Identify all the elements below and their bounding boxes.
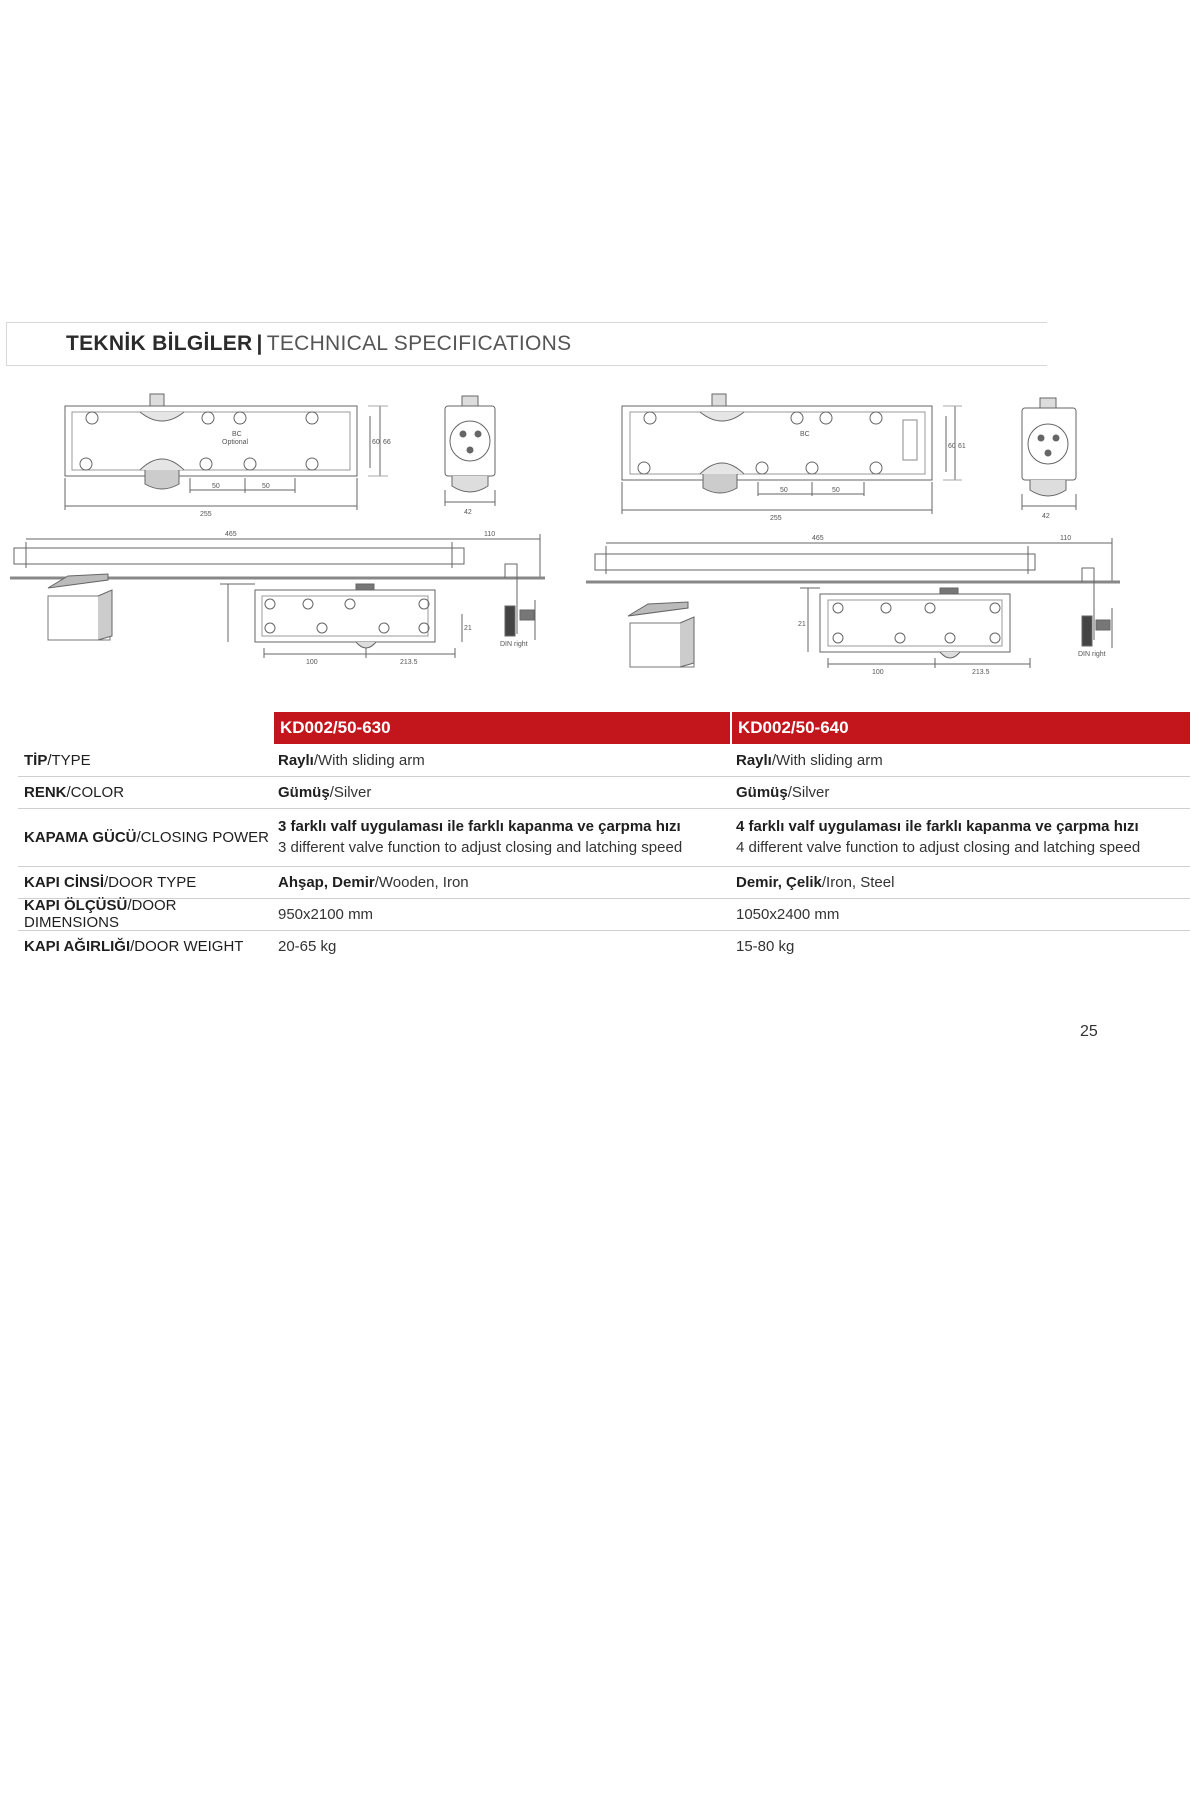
model-header-630: KD002/50-630 xyxy=(274,712,730,744)
left-dim-depth: 42 xyxy=(464,509,472,516)
door-type-value-640: Demir, Çelik/Iron, Steel xyxy=(736,873,895,891)
left-label-din: DIN right xyxy=(500,641,528,648)
row-label-door-dimensions: KAPI ÖLÇÜSÜ/DOOR DIMENSIONS xyxy=(24,897,177,931)
right-closer-side-view xyxy=(1022,398,1076,510)
right-closer-top-view xyxy=(622,394,962,514)
table-row xyxy=(18,898,1190,931)
row-label-closing-power: KAPAMA GÜCÜ/CLOSING POWER xyxy=(24,828,270,846)
door-dimensions-value-630: 950x2100 mm xyxy=(278,905,374,923)
left-dim-low-h: 21 xyxy=(464,625,472,632)
right-dim-rail: 465 xyxy=(812,535,824,542)
title-separator: | xyxy=(256,332,263,355)
section-title xyxy=(66,332,571,356)
table-row xyxy=(18,808,1190,867)
row-label-type: TİP/TYPE xyxy=(24,751,91,769)
left-dim-low-b: 213.5 xyxy=(400,659,418,666)
color-value-630: Gümüş/Silver xyxy=(278,783,372,801)
table-row xyxy=(18,930,1190,962)
left-dim-rail: 465 xyxy=(225,531,237,538)
left-dim-side: 60 xyxy=(372,439,380,446)
door-weight-value-640: 15-80 kg xyxy=(736,937,795,955)
door-weight-value-630: 20-65 kg xyxy=(278,937,337,955)
right-dim-depth: 42 xyxy=(1042,513,1050,520)
table-row xyxy=(18,744,1190,777)
left-label-bc: BC xyxy=(232,431,242,438)
left-dim-rail-ext: 110 xyxy=(484,531,496,538)
right-label-din: DIN right xyxy=(1078,651,1106,658)
row-label-color: RENK/COLOR xyxy=(24,783,125,801)
left-dim-height: 66 xyxy=(383,439,391,446)
left-closer-side-view xyxy=(445,396,495,506)
left-dim-width: 255 xyxy=(200,511,212,518)
table-row xyxy=(18,866,1190,899)
page-number: 25 xyxy=(1080,1023,1098,1040)
color-value-640: Gümüş/Silver xyxy=(736,783,830,801)
right-dim-low-a: 100 xyxy=(872,669,884,676)
title-english: TECHNICAL SPECIFICATIONS xyxy=(266,332,572,355)
right-dim-gap1: 50 xyxy=(780,487,788,494)
technical-drawings xyxy=(0,378,1200,708)
left-din-detail xyxy=(505,564,535,640)
left-closer-top-view xyxy=(65,394,388,510)
right-dim-rail-ext: 110 xyxy=(1060,535,1072,542)
table-header-row xyxy=(18,712,1190,744)
right-dim-low-b: 213.5 xyxy=(972,669,990,676)
left-dim-gap2: 50 xyxy=(262,483,270,490)
right-dim-height: 61 xyxy=(958,443,966,450)
type-value-630: Raylı/With sliding arm xyxy=(278,751,425,769)
left-closer-bottom-view xyxy=(220,584,462,658)
closing-power-value-640: 4 farklı valf uygulaması ile farklı kapanma ve çarpma hızı 4 different valve function to adjust closing and latching speed xyxy=(736,818,1141,856)
right-dim-width: 255 xyxy=(770,515,782,522)
right-closer-bottom-view xyxy=(800,588,1030,668)
right-din-detail xyxy=(1082,568,1112,648)
door-type-value-630: Ahşap, Demir/Wooden, Iron xyxy=(278,873,469,891)
left-dim-gap1: 50 xyxy=(212,483,220,490)
left-label-optional: Optional xyxy=(222,439,249,446)
type-value-640: Raylı/With sliding arm xyxy=(736,751,883,769)
closing-power-value-630: 3 farklı valf uygulaması ile farklı kapanma ve çarpma hızı 3 different valve function to adjust closing and latching speed xyxy=(278,818,683,856)
right-label-bc: BC xyxy=(800,431,810,438)
right-sliding-rail xyxy=(586,538,1120,667)
row-label-door-weight: KAPI AĞIRLIĞI/DOOR WEIGHT xyxy=(24,937,244,955)
table-row xyxy=(18,776,1190,809)
model-header-640: KD002/50-640 xyxy=(732,712,1190,744)
right-dim-side: 60 xyxy=(948,443,956,450)
right-dim-gap2: 50 xyxy=(832,487,840,494)
right-dim-low-h: 21 xyxy=(798,621,806,628)
row-label-door-type: KAPI CİNSİ/DOOR TYPE xyxy=(24,873,197,891)
door-dimensions-value-640: 1050x2400 mm xyxy=(736,905,840,923)
title-turkish: TEKNİK BİLGİLER xyxy=(66,332,253,355)
left-dim-low-a: 100 xyxy=(306,659,318,666)
